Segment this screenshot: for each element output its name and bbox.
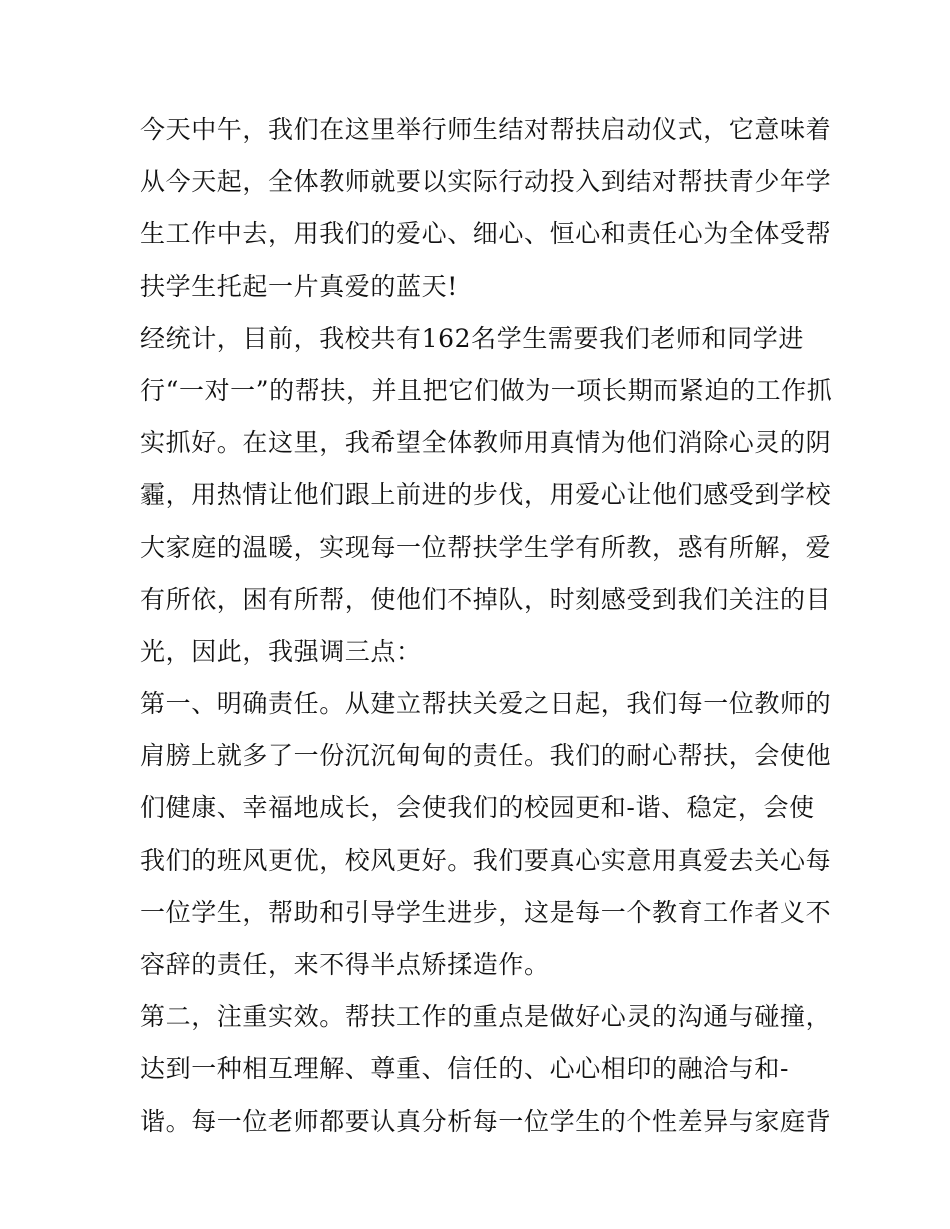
- text-line: 容辞的责任，来不得半点矫揉造作。: [140, 950, 550, 979]
- text-line: 们健康、幸福地成长，会使我们的校园更和-谐、稳定，会使: [140, 793, 815, 823]
- text-line: 我们的班风更优，校风更好。我们要真心实意用真爱去关心每: [140, 845, 832, 875]
- text-line: 谐。每一位老师都要认真分析每一位学生的个性差异与家庭背: [140, 1106, 832, 1136]
- text-line: 从今天起，全体教师就要以实际行动投入到结对帮扶青少年学: [140, 167, 832, 197]
- text-line: 达到一种相互理解、尊重、信任的、心心相印的融洽与和-: [140, 1054, 790, 1084]
- text-line: 大家庭的温暖，实现每一位帮扶学生学有所教，惑有所解，爱: [140, 532, 832, 562]
- text-line: 今天中午，我们在这里举行师生结对帮扶启动仪式，它意味着: [140, 115, 832, 144]
- body-text: [140, 104, 833, 1148]
- text-line: 行“一对一”的帮扶，并且把它们做为一项长期而紧迫的工作抓: [140, 375, 833, 405]
- text-line: 第一、明确责任。从建立帮扶关爱之日起，我们每一位教师的: [140, 689, 832, 719]
- text-line: 第二，注重实效。帮扶工作的重点是做好心灵的沟通与碰撞，: [140, 1002, 832, 1032]
- text-line: 扶学生托起一片真爱的蓝天!: [140, 271, 458, 301]
- text-line: 有所依，困有所帮，使他们不掉队，时刻感受到我们关注的目: [140, 584, 832, 614]
- text-line: 霾，用热情让他们跟上前进的步伐，用爱心让他们感受到学校: [140, 480, 832, 510]
- text-line: 一位学生，帮助和引导学生进步，这是每一个教育工作者义不: [140, 897, 832, 927]
- text-line: 生工作中去，用我们的爱心、细心、恒心和责任心为全体受帮: [140, 219, 832, 249]
- text-line: 经统计，目前，我校共有162名学生需要我们老师和同学进: [140, 323, 804, 353]
- text-line: 光，因此，我强调三点：: [140, 636, 422, 666]
- text-line: 实抓好。在这里，我希望全体教师用真情为他们消除心灵的阴: [140, 428, 832, 458]
- text-line: 肩膀上就多了一份沉沉甸甸的责任。我们的耐心帮扶，会使他: [140, 741, 832, 771]
